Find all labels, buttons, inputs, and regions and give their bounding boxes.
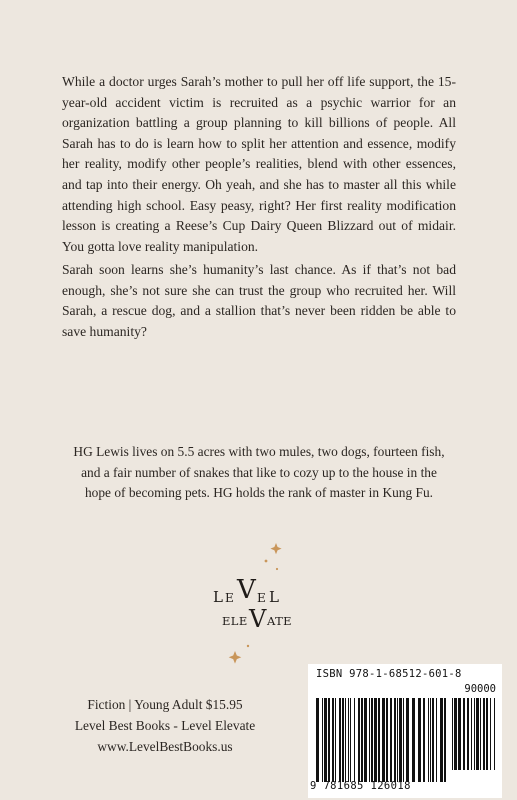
svg-text:L: L (213, 588, 224, 606)
svg-text:E: E (225, 591, 234, 605)
barcode-bars (316, 698, 446, 782)
isbn-label: ISBN 978-1-68512-601-8 (316, 668, 462, 680)
blurb-paragraph-2: Sarah soon learns she’s humanity’s last chance. As if that’s not bad enough, she’s not sure she can trust the group who recruited her. Will Sarah, a rescue dog, and a stallion that’s never been ridden be able to save humanity? (62, 262, 456, 339)
addon-barcode-bars (452, 698, 496, 770)
svg-text:V: V (237, 575, 256, 605)
svg-text:L: L (269, 588, 279, 606)
svg-text:ATE: ATE (267, 614, 292, 628)
barcode-number: 9 781685 126018 (310, 780, 411, 792)
svg-text:ELE: ELE (222, 614, 248, 628)
blurb-paragraph-1: While a doctor urges Sarah’s mother to pull her off life support, the 15-year-old accident victim is recruited as a psychic warrior for an organization battling a group planning to kill billions of people. All Sarah has to do is learn how to split her attention and essence, modify her reality, modify other people’s realities, blend with other essences, and tap into their energy. Oh yeah, and she has to master all this while attending high school. Easy peasy, right? Her first reality modification lesson is creating a Reese’s Cup Dairy Queen Blizzard out of midair. You gotta love reality manipulation. (62, 74, 456, 254)
website-link[interactable]: www.LevelBestBooks.us (97, 739, 233, 754)
genre-price: Fiction | Young Adult $15.95 (87, 697, 243, 712)
svg-text:E: E (257, 591, 266, 605)
footer-info (40, 694, 290, 757)
publisher: Level Best Books - Level Elevate (74, 718, 256, 733)
level-elevate-logo (205, 540, 315, 670)
svg-text:V: V (249, 605, 267, 633)
isbn-barcode (308, 664, 502, 798)
author-bio: HG Lewis lives on 5.5 acres with two mules, two dogs, fourteen fish, and a fair number of snakes that like to cozy up to the house in the hope of becoming pets. HG holds the rank of master in Kung Fu. (73, 444, 445, 501)
price-code: 90000 (464, 683, 496, 695)
